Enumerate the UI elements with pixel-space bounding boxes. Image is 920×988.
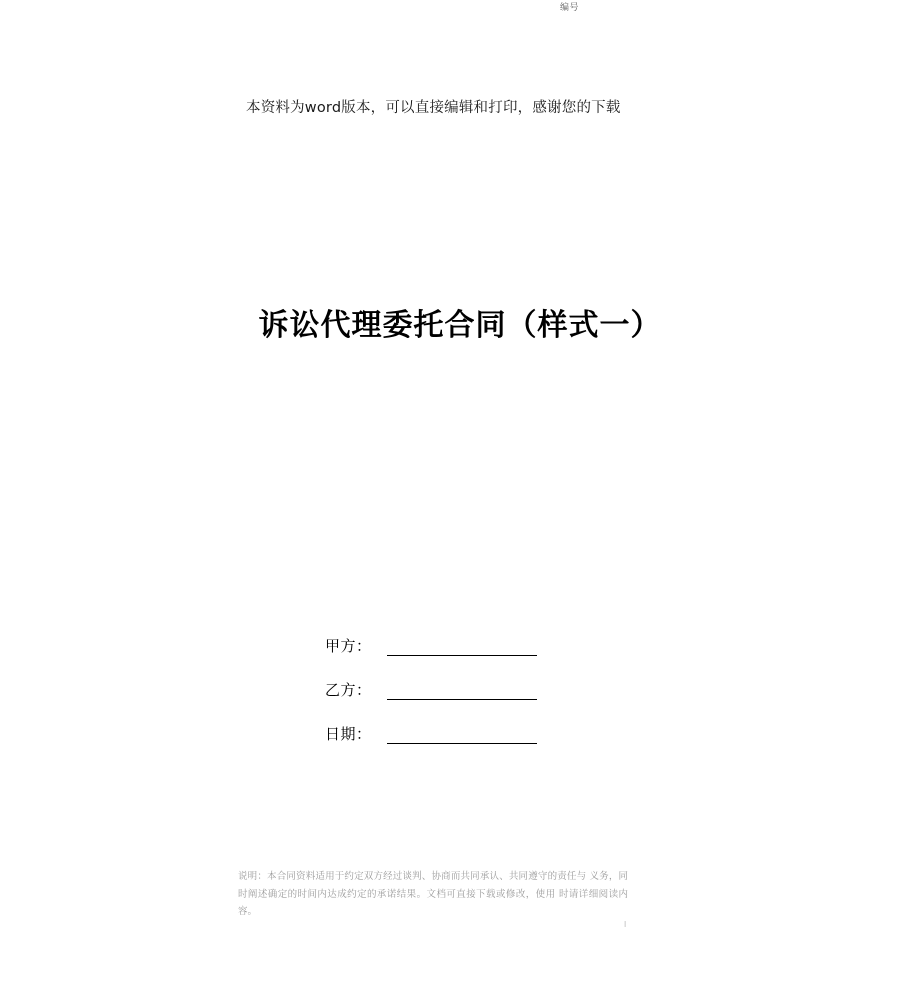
- footer-page-mark: l: [624, 920, 627, 929]
- page-title: 诉讼代理委托合同（样式一）: [258, 308, 662, 343]
- signature-label-party-a: 甲方：: [325, 637, 372, 655]
- signature-line-date[interactable]: [387, 726, 537, 744]
- signature-row-party-b: [325, 656, 625, 700]
- signature-label-party-b: 乙方：: [325, 681, 372, 699]
- signature-label-date: 日期：: [325, 725, 372, 743]
- signature-line-party-a[interactable]: [387, 638, 537, 656]
- footer-note: 说明：本合同资料适用于约定双方经过谈判、协商而共同承认、共同遵守的责任与 义务，同时阐述确定的时间内达成约定的承诺结果。文档可直接下载或修改，使用 时请详细阅读内容。: [238, 871, 628, 918]
- signature-block: [325, 612, 625, 744]
- document-intro-line: 本资料为word版本，可以直接编辑和打印，感谢您的下载: [246, 100, 621, 116]
- signature-row-party-a: [325, 612, 625, 656]
- signature-row-date: [325, 700, 625, 744]
- document-number-label: 编号: [560, 3, 580, 13]
- signature-line-party-b[interactable]: [387, 682, 537, 700]
